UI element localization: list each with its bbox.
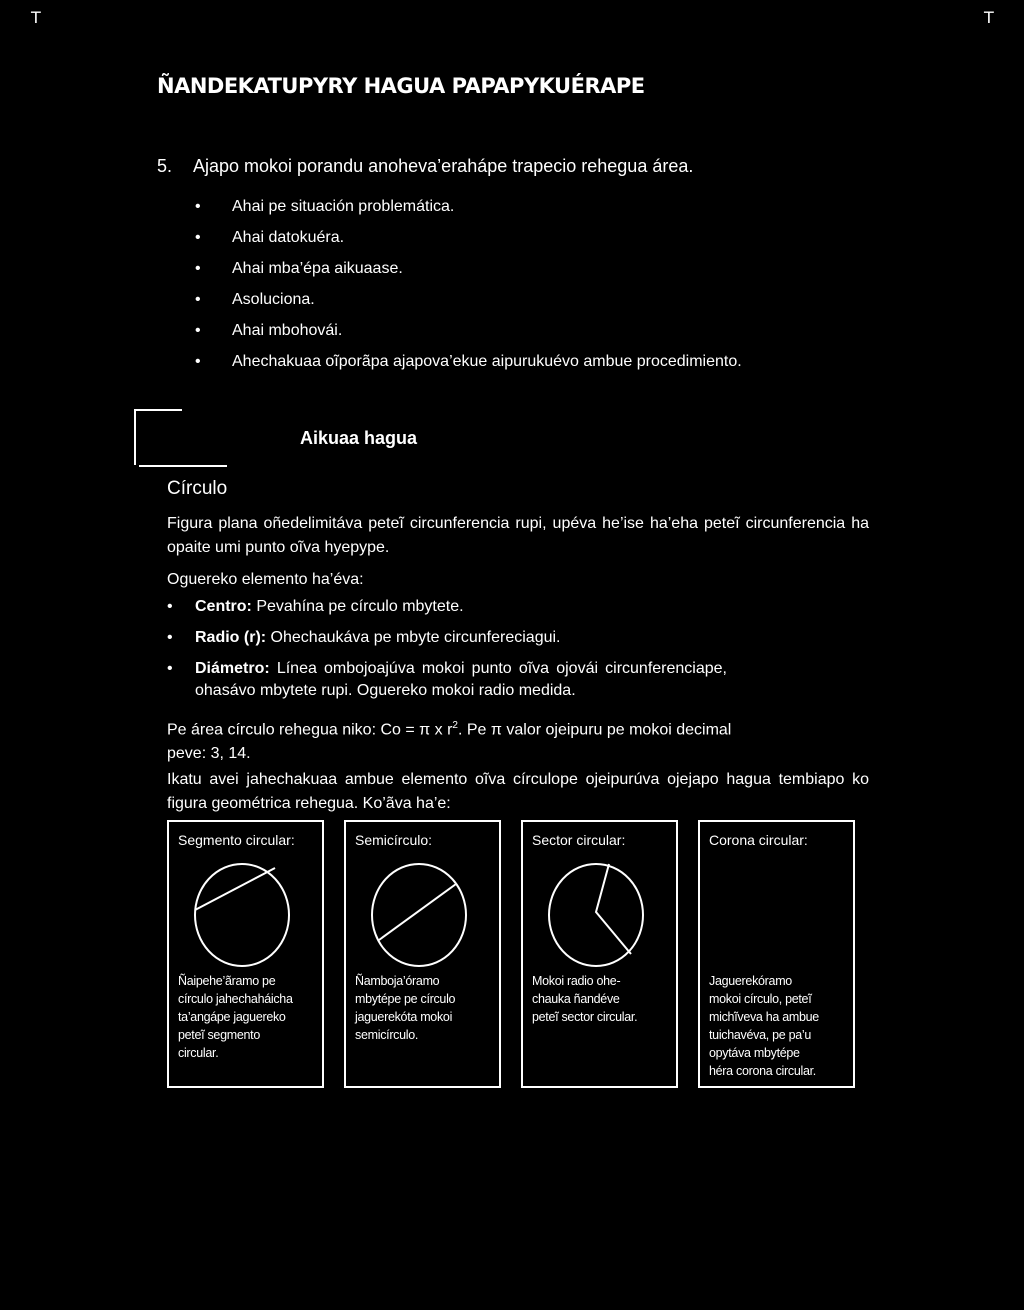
sector-circle-icon — [541, 858, 651, 968]
list-item: • Diámetro: Línea ombojoajúva mokoi punto oĩva ojovái circunferenciape, ohasávo mbytete rupi. Oguereko mokoi radio medida. — [167, 660, 727, 699]
section-frame-underline — [139, 461, 227, 467]
card-title: Segmento circular: — [178, 832, 295, 848]
list-item: • Ahai mba’épa aikuaase. — [195, 260, 403, 277]
list-item: • Centro: Pevahína pe círculo mbytete. — [167, 598, 464, 615]
extra-elements-intro: Ikatu avei jahechakuaa ambue elemento oĩva círculope ojeipurúva ojejapo hagua tembiapo ko figura geométrica rehegua. Ko’ãva ha’e: — [167, 771, 869, 812]
section-frame-icon — [134, 409, 182, 465]
card-description: Ñamboja’óramo mbytépe pe círculo jaguerekóta mokoi semicírculo. — [355, 974, 456, 1042]
list-item: • Radio (r): Ohechaukáva pe mbyte circunfereciagui. — [167, 629, 561, 646]
elements-list — [167, 596, 727, 711]
circle-elements-cards — [167, 820, 853, 1088]
circle-definition: Figura plana oñedelimitáva peteĩ circunferencia rupi, upéva he’ise ha’eha peteĩ circunferencia ha opaite umi punto oĩva hyepype. — [167, 515, 869, 556]
card-title: Corona circular: — [709, 832, 808, 848]
card-semicirculo — [344, 820, 501, 1088]
question-steps-list — [195, 198, 742, 384]
card-description: Ñaipehe’ãramo pe círculo jahechaháicha ta’angápe jaguereko peteĩ segmento circular. — [178, 974, 293, 1060]
section-heading: Aikuaa hagua — [300, 428, 418, 448]
semicircle-icon — [364, 858, 474, 968]
page-header: ÑANDEKATUPYRY HAGUA PAPAPYKUÉRAPE — [157, 74, 645, 98]
question-5 — [157, 156, 693, 177]
card-corona — [698, 820, 855, 1088]
question-text: Ajapo mokoi porandu anoheva’eraháре trapecio rehegua área. — [193, 156, 694, 176]
elements-intro: Oguereko elemento ha’éva: — [167, 571, 364, 588]
element-term: Centro: — [195, 598, 252, 615]
corner-mark-right: T — [984, 8, 994, 27]
card-title: Semicírculo: — [355, 832, 433, 848]
segment-circle-icon — [187, 858, 297, 968]
list-item: • Ahai pe situación problemática. — [195, 198, 455, 215]
card-description: Mokoi radio ohe- chauka ñandéve peteĩ sector circular. — [532, 974, 638, 1024]
question-number: 5. — [157, 156, 173, 176]
card-sector — [521, 820, 678, 1088]
area-formula: Pe área círculo rehegua niko: Co = π x $r^2$. Pe π valor ojeipuru pe mokoi decimal peve: 3, 14. — [167, 720, 732, 763]
card-segmento — [167, 820, 324, 1088]
list-item: • Ahai mbohovái. — [195, 322, 343, 339]
list-item: • Asoluciona. — [195, 291, 315, 308]
card-title: Sector circular: — [532, 832, 626, 848]
element-term: Diámetro: — [195, 660, 270, 677]
card-description: Jaguerekóramo mokoi círculo, peteĩ michĩveva ha ambue tuichavéva, pe pa’u opytáva mbytépe héra corona circular. — [709, 974, 819, 1078]
element-term: Radio (r): — [195, 629, 267, 646]
list-item: • Ahechakuaa oĩporãpa ajapova’ekue aipurukuévo ambue procedimiento. — [195, 353, 742, 370]
topic-title: Círculo — [167, 478, 228, 499]
corner-mark-left: T — [31, 8, 41, 27]
list-item: • Ahai datokuéra. — [195, 229, 345, 246]
